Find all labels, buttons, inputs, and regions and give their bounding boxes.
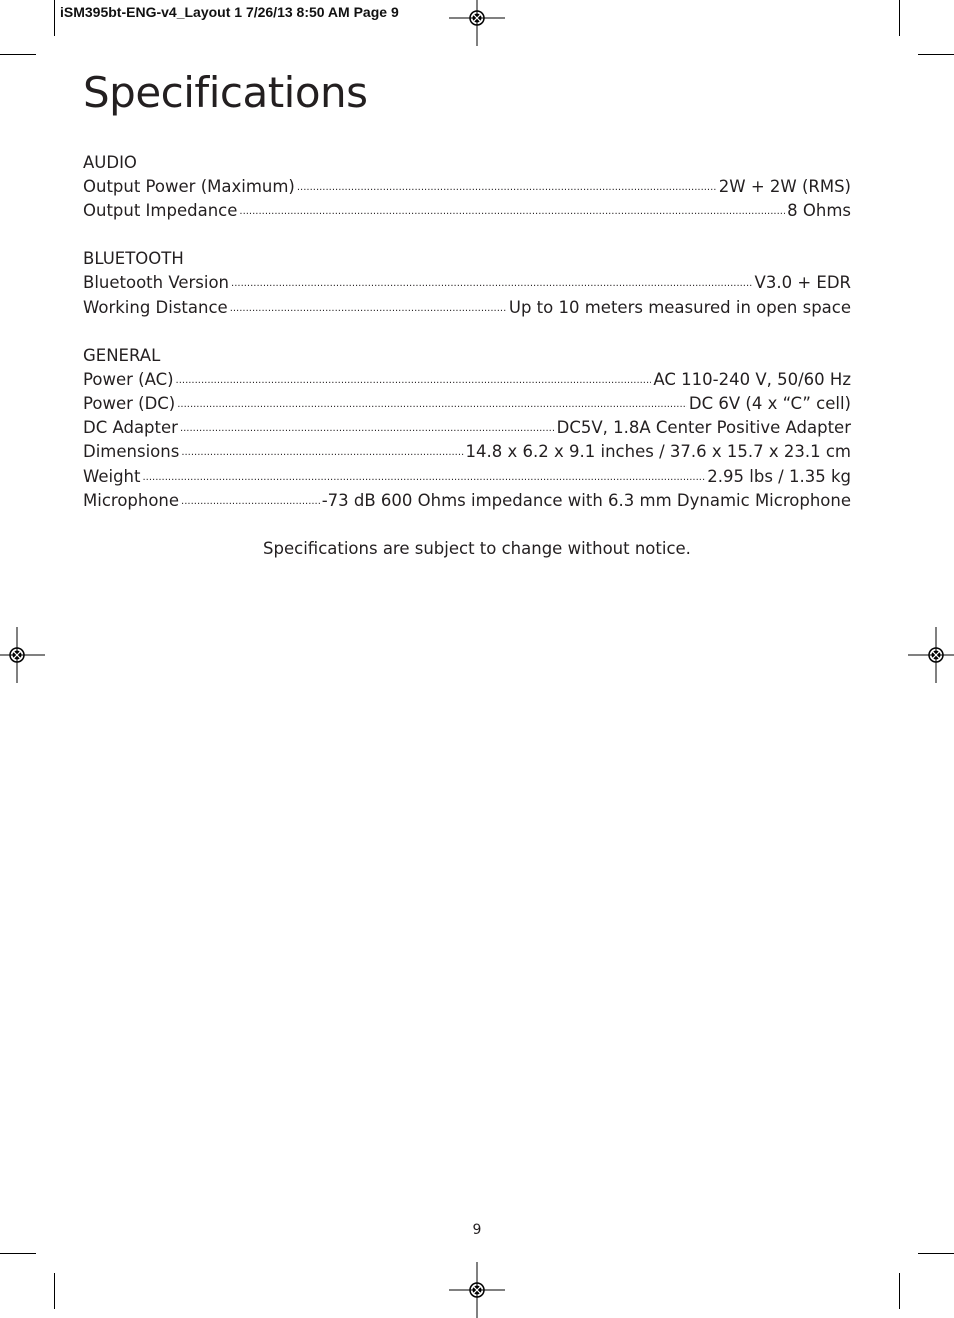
spec-section-audio [83,151,851,223]
spec-label: Output Impedance [83,201,238,221]
spec-section-bluetooth [83,247,851,319]
spec-row [83,271,851,295]
spec-section-general [83,344,851,513]
section-heading: GENERAL [83,345,161,365]
spec-value: 14.8 x 6.2 x 9.1 inches / 37.6 x 15.7 x 23.1 cm [465,442,851,462]
crop-mark-top-right-v [899,0,900,36]
spec-row [83,416,851,440]
spec-label: Working Distance [83,297,228,317]
spec-value: AC 110-240 V, 50/60 Hz [653,369,851,389]
dot-leader [142,466,705,490]
spec-value: Up to 10 meters measured in open space [508,297,851,317]
dot-leader [297,176,717,200]
dot-leader [181,441,463,465]
dot-leader [181,490,320,514]
registration-mark-icon [0,627,45,683]
spec-row [83,199,851,223]
crop-mark-top-left-v [54,0,55,36]
dot-leader [230,297,507,321]
page-title: Specifications [83,68,368,117]
dot-leader [177,393,687,417]
specifications-list [83,151,851,537]
spec-row [83,440,851,464]
crop-mark-bottom-left-v [54,1273,55,1309]
spec-value: V3.0 + EDR [754,273,851,293]
crop-mark-bottom-left-h [0,1253,36,1254]
dot-leader [239,200,785,224]
spec-label: Bluetooth Version [83,273,230,293]
registration-mark-icon [449,0,505,46]
crop-mark-top-right-h [918,54,954,55]
spec-label: Weight [83,466,141,486]
spec-row [83,296,851,320]
spec-label: Microphone [83,490,180,510]
spec-label: Power (AC) [83,369,174,389]
spec-value: DC5V, 1.8A Center Positive Adapter [556,418,851,438]
spec-value: DC 6V (4 x “C” cell) [688,393,851,413]
crop-mark-bottom-right-h [918,1253,954,1254]
print-slug: iSM395bt-ENG-v4_Layout 1 7/26/13 8:50 AM Page 9 [60,4,399,20]
registration-mark-icon [908,627,954,683]
spec-row [83,489,851,513]
spec-row [83,175,851,199]
spec-label: Output Power (Maximum) [83,177,295,196]
dot-leader [176,369,652,393]
crop-mark-bottom-right-v [899,1273,900,1309]
spec-row [83,368,851,392]
page-number: 9 [472,1222,482,1238]
spec-label: Power (DC) [83,393,176,413]
spec-value: 2W + 2W (RMS) [718,177,851,196]
spec-value: 8 Ohms [787,201,851,221]
spec-row [83,392,851,416]
spec-row [83,465,851,489]
spec-label: Dimensions [83,442,180,462]
dot-leader [231,272,753,296]
registration-mark-icon [449,1262,505,1318]
dot-leader [180,417,555,441]
crop-mark-top-left-h [0,54,36,55]
spec-label: DC Adapter [83,418,178,438]
section-heading: AUDIO [83,153,137,172]
spec-value: 2.95 lbs / 1.35 kg [707,466,851,486]
section-heading: BLUETOOTH [83,249,184,269]
change-notice: Specifications are subject to change without notice. [263,539,691,558]
spec-value: -73 dB 600 Ohms impedance with 6.3 mm Dynamic Microphone [321,490,851,510]
